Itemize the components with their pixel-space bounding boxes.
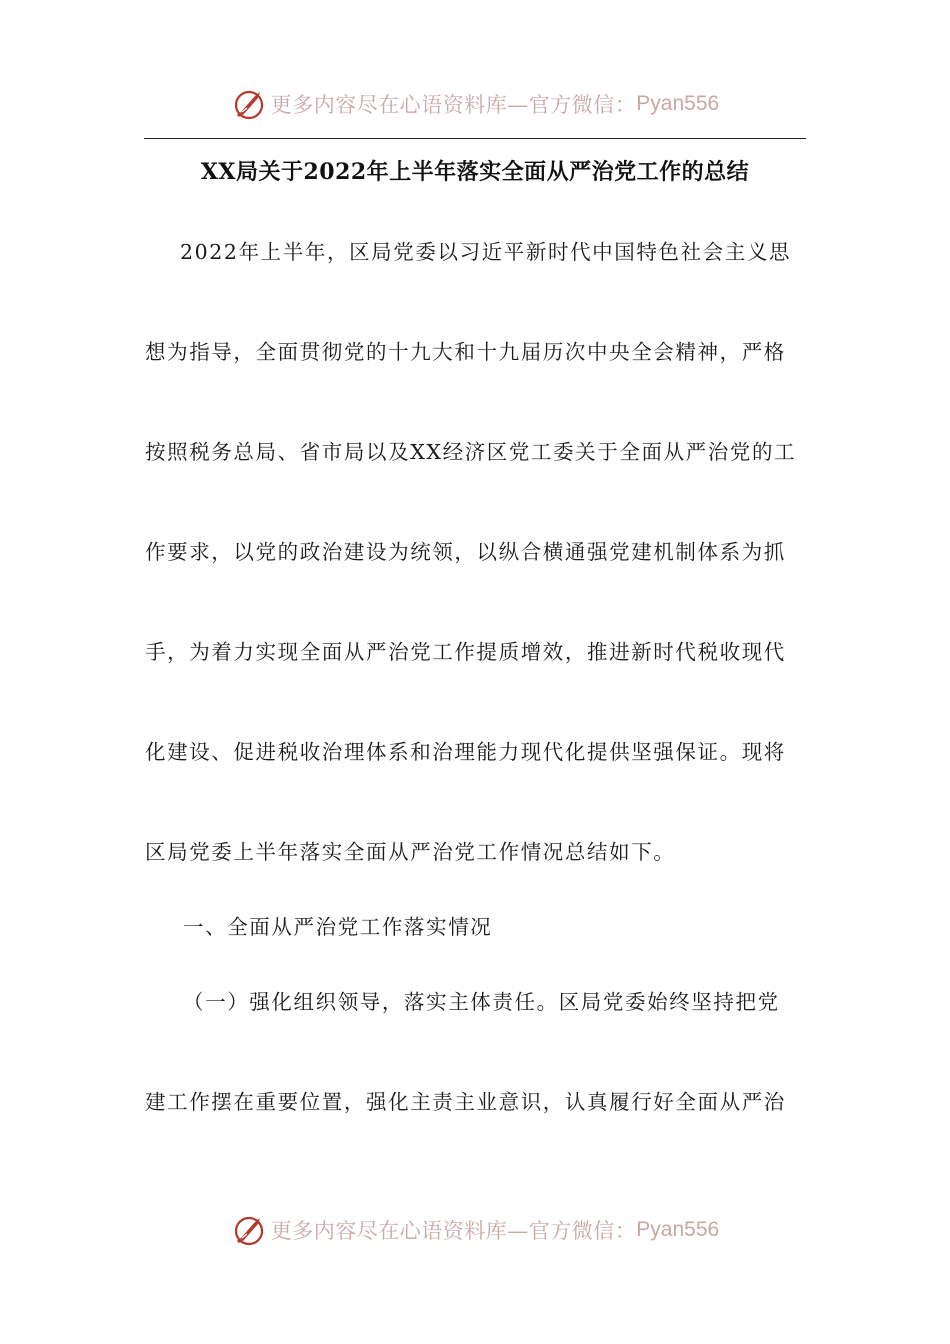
watermark-text: 更多内容尽在心语资料库—官方微信： [270, 93, 637, 117]
paragraph-line: 建工作摆在重要位置，强化主责主业意识，认真履行好全面从严治 [145, 1090, 786, 1114]
watermark-banner-bottom [0, 1210, 950, 1250]
paragraph-line: 手，为着力实现全面从严治党工作提质增效，推进新时代税收现代 [145, 640, 786, 664]
section-heading: 一、全面从严治党工作落实情况 [183, 915, 493, 939]
watermark-wechat-id: Pyan556 [636, 92, 720, 115]
document-title: XX局关于2022年上半年落实全面从严治党工作的总结 [200, 159, 750, 185]
watermark-wechat-id: Pyan556 [636, 1218, 720, 1241]
paragraph-line: 区局党委上半年落实全面从严治党工作情况总结如下。 [145, 840, 676, 864]
watermark-text: 更多内容尽在心语资料库—官方微信： [270, 1219, 637, 1243]
paragraph-line: 按照税务总局、省市局以及XX经济区党工委关于全面从严治党的工 [145, 440, 797, 464]
pen-nib-logo-icon [231, 1212, 267, 1248]
paragraph-line: （一）强化组织领导，落实主体责任。区局党委始终坚持把党 [183, 990, 780, 1014]
paragraph-line: 化建设、促进税收治理体系和治理能力现代化提供坚强保证。现将 [145, 740, 786, 764]
pen-nib-logo-icon [231, 86, 267, 122]
paragraph-line: 作要求，以党的政治建设为统领，以纵合横通强党建机制体系为抓 [145, 540, 786, 564]
watermark-banner-top [0, 84, 950, 124]
header-rule [144, 138, 806, 139]
paragraph-line: 2022年上半年，区局党委以习近平新时代中国特色社会主义思 [180, 240, 792, 264]
paragraph-line: 想为指导，全面贯彻党的十九大和十九届历次中央全会精神，严格 [145, 340, 786, 364]
